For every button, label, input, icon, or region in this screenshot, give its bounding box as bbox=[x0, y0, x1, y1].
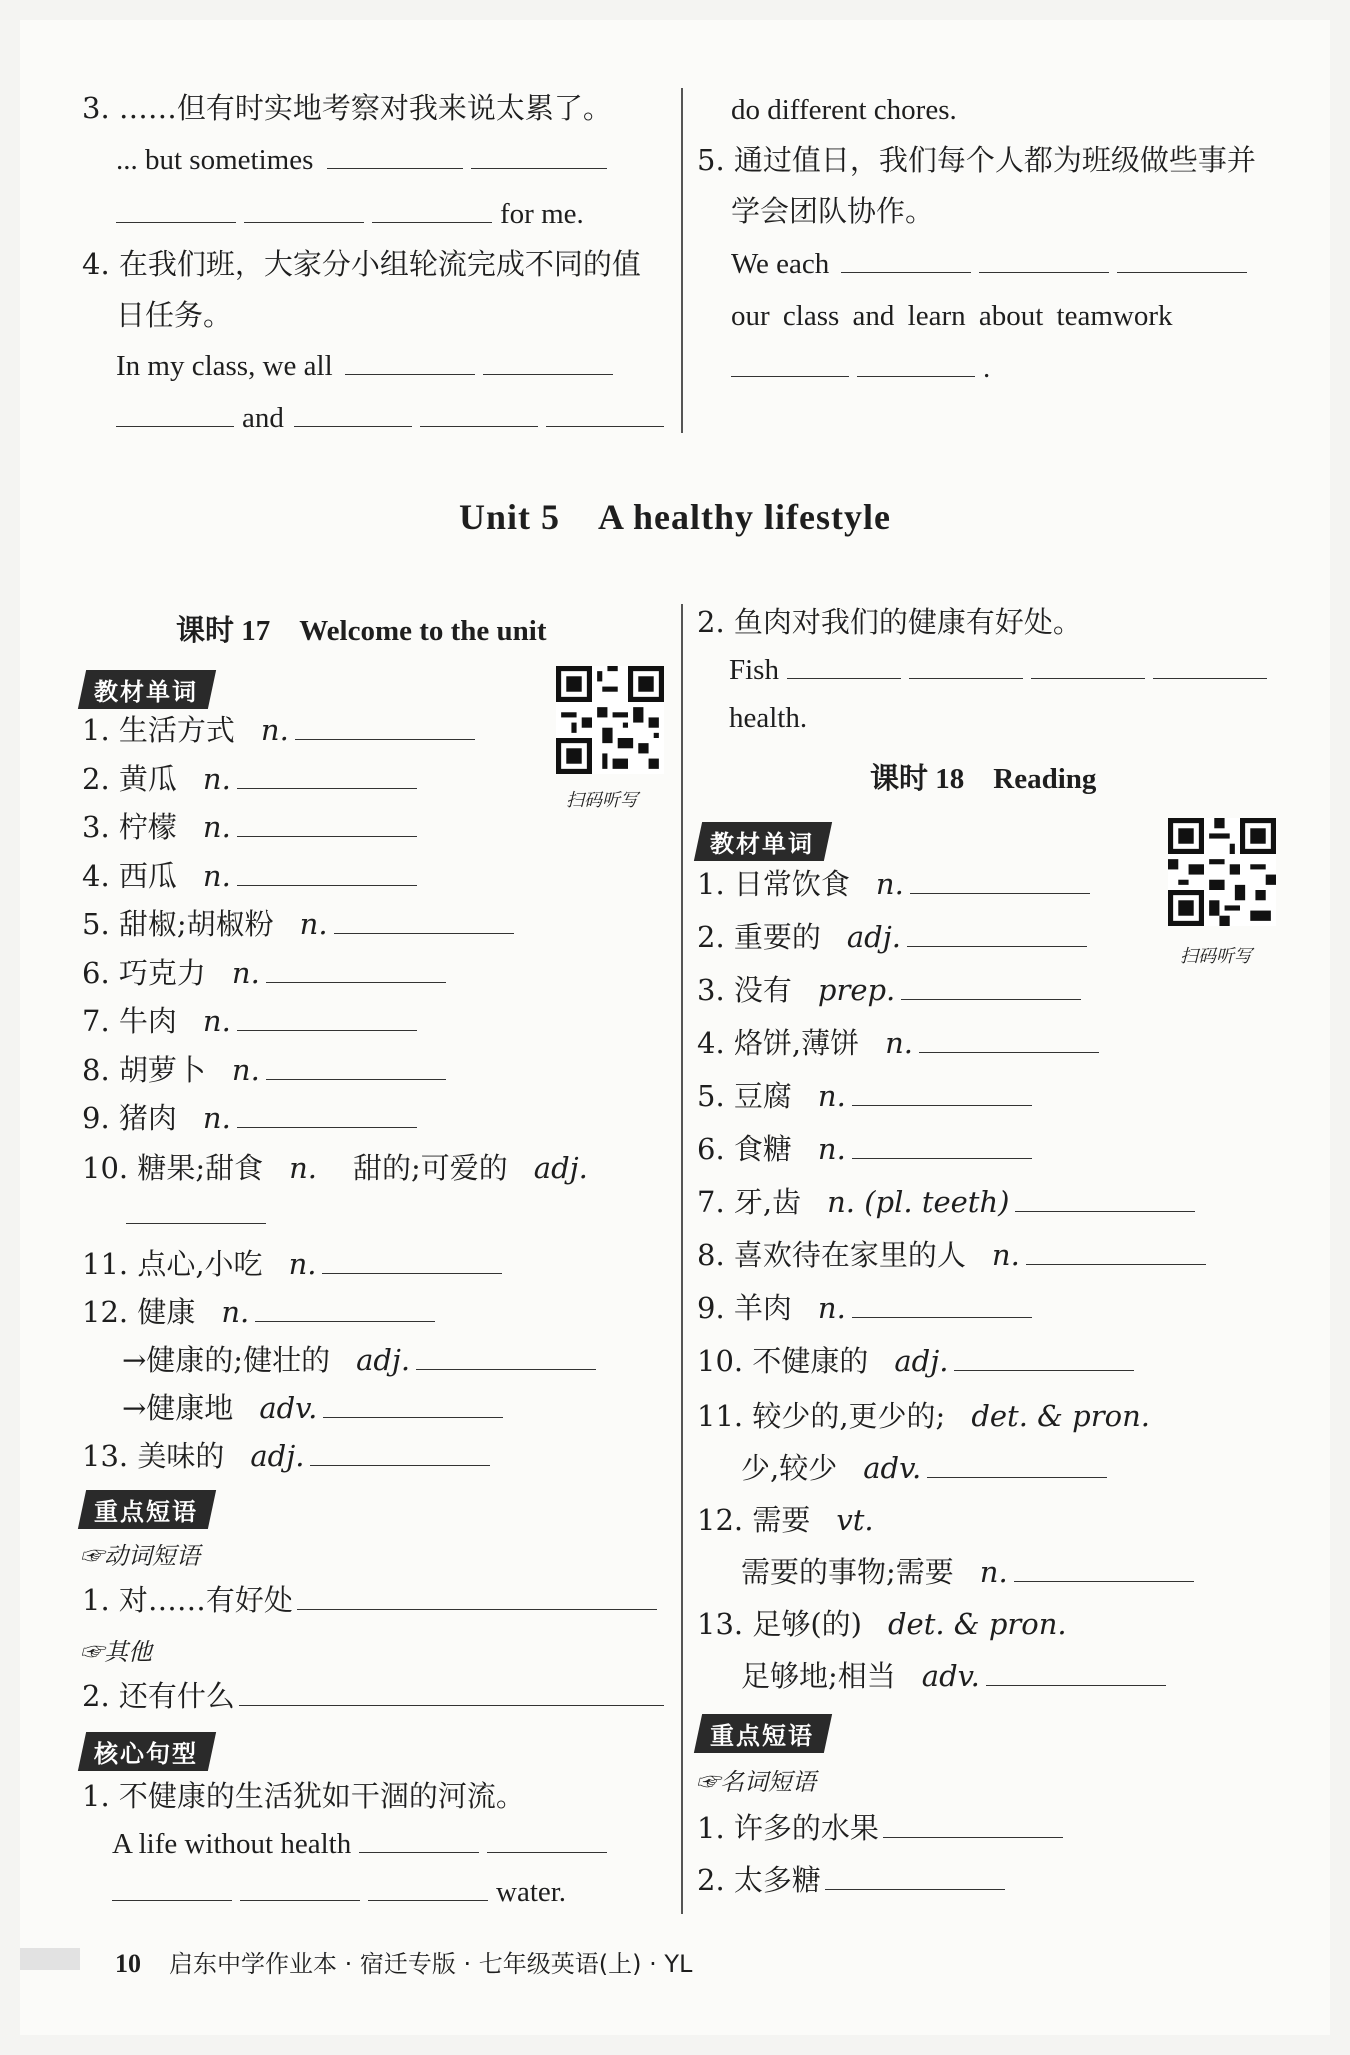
word-item-12: 12. 健康 n. bbox=[82, 1294, 443, 1330]
badge-key-sentences: 核心句型 bbox=[78, 1732, 216, 1771]
part-of-speech: n. bbox=[991, 1238, 1020, 1272]
verb-phrase-1: 1. 对……有好处 bbox=[82, 1582, 665, 1618]
sentence-2-chinese: 2. 鱼肉对我们的健康有好处。 bbox=[697, 605, 1082, 639]
answer-blank[interactable] bbox=[857, 350, 975, 377]
word-chinese: 10. 不健康的 bbox=[697, 1344, 869, 1378]
answer-blank[interactable] bbox=[1015, 1185, 1195, 1212]
word-item-7 bbox=[697, 1184, 1203, 1220]
q5-english: We each bbox=[731, 246, 1255, 282]
q4-chinese-line2: 日任务。 bbox=[116, 298, 233, 332]
answer-blank[interactable] bbox=[294, 400, 412, 427]
word-item-3 bbox=[697, 972, 1089, 1008]
answer-blank[interactable] bbox=[731, 350, 849, 377]
word-chinese: 7. 牙,齿 bbox=[697, 1185, 802, 1219]
word-chinese: 9. 猪肉 bbox=[82, 1101, 177, 1135]
answer-blank[interactable] bbox=[1026, 1238, 1206, 1265]
answer-blank[interactable] bbox=[907, 920, 1087, 947]
answer-blank[interactable] bbox=[368, 1874, 488, 1901]
answer-blank[interactable] bbox=[852, 1079, 1032, 1106]
word-item-3 bbox=[82, 809, 425, 845]
sentence-2-english-line2: health. bbox=[729, 702, 808, 734]
top-column-divider bbox=[681, 88, 683, 433]
word-item-9 bbox=[697, 1290, 1040, 1326]
lesson-17-title: 课时 17 Welcome to the unit bbox=[176, 615, 547, 647]
qr-code-icon[interactable] bbox=[1168, 818, 1276, 926]
answer-blank[interactable] bbox=[237, 1101, 417, 1128]
q5-chinese-line2: 学会团队协作。 bbox=[731, 194, 935, 228]
word-chinese: 6. 食糖 bbox=[697, 1132, 792, 1166]
unit-title: Unit 5 A healthy lifestyle bbox=[459, 497, 891, 537]
answer-blank[interactable] bbox=[244, 196, 364, 223]
answer-blank[interactable] bbox=[852, 1132, 1032, 1159]
answer-blank[interactable] bbox=[345, 348, 475, 375]
answer-blank[interactable] bbox=[841, 246, 971, 273]
answer-blank[interactable] bbox=[295, 713, 475, 740]
answer-blank[interactable] bbox=[546, 400, 664, 427]
q3-english: ... but sometimes bbox=[116, 142, 615, 178]
qr-caption: 扫码听写 bbox=[566, 790, 638, 811]
answer-blank[interactable] bbox=[237, 859, 417, 886]
word-item-12-derived: 需要的事物;需要 n. bbox=[741, 1554, 1202, 1590]
q4-english: In my class, we all bbox=[116, 348, 621, 384]
part-of-speech: n. bbox=[231, 1052, 260, 1087]
sentence-1-chinese: 1. 不健康的生活犹如干涸的河流。 bbox=[82, 1779, 525, 1813]
part-of-speech: n. bbox=[260, 713, 289, 747]
answer-blank[interactable] bbox=[910, 867, 1090, 894]
part-of-speech: adj. bbox=[894, 1344, 949, 1378]
answer-blank[interactable] bbox=[919, 1026, 1099, 1053]
page-number: 10 bbox=[115, 1949, 141, 1978]
word-chinese: 6. 巧克力 bbox=[82, 955, 206, 990]
badge-key-phrases: 重点短语 bbox=[78, 1490, 216, 1529]
answer-blank[interactable] bbox=[909, 652, 1023, 679]
word-item-11: 11. 较少的,更少的; det. & pron. bbox=[697, 1399, 1150, 1433]
q3-chinese: 3. ……但有时实地考察对我来说太累了。 bbox=[82, 91, 612, 125]
footer-title: 启东中学作业本 · 宿迁专版 · 七年级英语(上) · YL bbox=[169, 1950, 693, 1978]
part-of-speech: n. bbox=[202, 761, 231, 796]
part-of-speech: n. bbox=[299, 907, 328, 941]
answer-blank[interactable] bbox=[323, 1391, 503, 1418]
word-chinese: 8. 喜欢待在家里的人 bbox=[697, 1238, 966, 1272]
answer-blank[interactable] bbox=[239, 1679, 664, 1706]
answer-blank[interactable] bbox=[112, 1874, 232, 1901]
answer-blank[interactable] bbox=[487, 1826, 607, 1853]
noun-phrases-label: ☞名词短语 bbox=[696, 1768, 816, 1796]
answer-blank[interactable] bbox=[1031, 652, 1145, 679]
word-item-8 bbox=[82, 1052, 454, 1088]
part-of-speech: n. bbox=[231, 955, 260, 990]
word-chinese: 7. 牛肉 bbox=[82, 1004, 177, 1038]
lesson-18-title: 课时 18 Reading bbox=[870, 763, 1097, 795]
main-column-divider bbox=[681, 604, 683, 1914]
answer-blank[interactable] bbox=[116, 400, 234, 427]
sentence-1-english: A life without health bbox=[112, 1826, 615, 1862]
answer-blank[interactable] bbox=[116, 196, 236, 223]
word-item-1 bbox=[82, 712, 483, 748]
word-chinese: 1. 生活方式 bbox=[82, 713, 235, 747]
noun-phrase-1: 1. 许多的水果 bbox=[697, 1810, 1071, 1846]
q4-continuation: do different chores. bbox=[731, 94, 957, 126]
answer-blank[interactable] bbox=[372, 196, 492, 223]
answer-blank[interactable] bbox=[416, 1343, 596, 1370]
word-item-13: 13. 足够(的) det. & pron. bbox=[697, 1607, 1067, 1641]
answer-blank[interactable] bbox=[237, 1004, 417, 1031]
answer-blank[interactable] bbox=[483, 348, 613, 375]
word-item-8 bbox=[697, 1237, 1214, 1273]
word-item-10: 10. 糖果;甜食 n. 甜的;可爱的 adj. bbox=[82, 1151, 588, 1185]
word-item-11-derived: 少,较少 adv. bbox=[741, 1450, 1115, 1486]
word-item-4 bbox=[697, 1025, 1107, 1061]
word-chinese: 1. 日常饮食 bbox=[697, 867, 850, 901]
badge-textbook-words: 教材单词 bbox=[694, 822, 832, 861]
word-chinese: 3. 柠檬 bbox=[82, 810, 177, 844]
word-item-13: 13. 美味的 adj. bbox=[82, 1438, 498, 1474]
badge-key-phrases: 重点短语 bbox=[694, 1714, 832, 1753]
part-of-speech: n. bbox=[817, 1079, 846, 1113]
word-chinese: 5. 豆腐 bbox=[697, 1079, 792, 1113]
part-of-speech: n. bbox=[202, 1004, 231, 1038]
qr-code-icon[interactable] bbox=[556, 666, 664, 774]
q4-chinese: 4. 在我们班，大家分小组轮流完成不同的值 bbox=[82, 247, 641, 281]
answer-blank[interactable] bbox=[266, 956, 446, 983]
answer-blank[interactable] bbox=[255, 1295, 435, 1322]
word-item-10-blank bbox=[126, 1196, 274, 1232]
word-item-6 bbox=[697, 1131, 1040, 1167]
answer-blank[interactable] bbox=[986, 1659, 1166, 1686]
q3-english-line2: for me. bbox=[116, 196, 584, 232]
answer-blank[interactable] bbox=[901, 973, 1081, 1000]
part-of-speech: adj. bbox=[846, 920, 901, 954]
word-item-12-derived-1: →健康的;健壮的 adj. bbox=[122, 1342, 604, 1378]
answer-blank[interactable] bbox=[334, 907, 514, 934]
page-footer bbox=[20, 1944, 692, 1979]
answer-blank[interactable] bbox=[1014, 1555, 1194, 1582]
badge-textbook-words: 教材单词 bbox=[78, 670, 216, 709]
q5-english-line2: our class and learn about teamwork bbox=[731, 300, 1173, 332]
word-item-4 bbox=[82, 858, 425, 894]
word-item-12: 12. 需要 vt. bbox=[697, 1503, 874, 1537]
part-of-speech: n. bbox=[817, 1132, 846, 1166]
answer-blank[interactable] bbox=[954, 1344, 1134, 1371]
sentence-1-english-line2: water. bbox=[112, 1874, 566, 1910]
part-of-speech: n. bbox=[202, 1101, 231, 1135]
word-chinese: 4. 烙饼,薄饼 bbox=[697, 1026, 860, 1060]
answer-blank[interactable] bbox=[297, 1583, 657, 1610]
word-item-11: 11. 点心,小吃 n. bbox=[82, 1246, 510, 1282]
word-item-7 bbox=[82, 1003, 425, 1039]
word-chinese: 5. 甜椒;胡椒粉 bbox=[82, 907, 274, 941]
answer-blank[interactable] bbox=[359, 1826, 479, 1853]
word-chinese: 8. 胡萝卜 bbox=[82, 1052, 206, 1087]
q5-chinese: 5. 通过值日，我们每个人都为班级做些事并 bbox=[697, 143, 1256, 177]
part-of-speech: prep. bbox=[817, 973, 896, 1007]
word-item-9 bbox=[82, 1100, 425, 1136]
verb-phrases-label: ☞动词短语 bbox=[80, 1542, 200, 1570]
noun-phrase-2: 2. 太多糖 bbox=[697, 1862, 1013, 1898]
answer-blank[interactable] bbox=[322, 1247, 502, 1274]
answer-blank[interactable] bbox=[266, 1053, 446, 1080]
part-of-speech: n. bbox=[202, 858, 231, 893]
answer-blank[interactable] bbox=[240, 1874, 360, 1901]
word-chinese: 2. 重要的 bbox=[697, 920, 821, 954]
part-of-speech: n. bbox=[817, 1291, 846, 1325]
answer-blank[interactable] bbox=[327, 142, 463, 169]
part-of-speech: n. (pl. teeth) bbox=[827, 1185, 1010, 1219]
q5-english-line3: . bbox=[731, 350, 990, 386]
answer-blank[interactable] bbox=[852, 1291, 1032, 1318]
word-item-12-derived-2: →健康地 adv. bbox=[122, 1390, 511, 1426]
answer-blank[interactable] bbox=[1117, 246, 1247, 273]
word-item-2 bbox=[697, 919, 1095, 955]
word-item-2 bbox=[82, 761, 425, 797]
answer-blank[interactable] bbox=[825, 1863, 1005, 1890]
answer-blank[interactable] bbox=[787, 652, 901, 679]
word-item-10 bbox=[697, 1343, 1142, 1379]
word-item-5 bbox=[697, 1078, 1040, 1114]
answer-blank[interactable] bbox=[1153, 652, 1267, 679]
word-chinese: 9. 羊肉 bbox=[697, 1291, 792, 1325]
word-chinese: 3. 没有 bbox=[697, 973, 792, 1007]
part-of-speech: n. bbox=[885, 1026, 914, 1060]
answer-blank[interactable] bbox=[310, 1439, 490, 1466]
answer-blank[interactable] bbox=[927, 1451, 1107, 1478]
answer-blank[interactable] bbox=[979, 246, 1109, 273]
answer-blank[interactable] bbox=[237, 762, 417, 789]
answer-blank[interactable] bbox=[237, 810, 417, 837]
answer-blank[interactable] bbox=[471, 142, 607, 169]
part-of-speech: n. bbox=[202, 810, 231, 844]
answer-blank[interactable] bbox=[883, 1811, 1063, 1838]
part-of-speech: n. bbox=[875, 867, 904, 901]
other-phrase-2: 2. 还有什么 bbox=[82, 1678, 672, 1714]
word-item-5 bbox=[82, 906, 522, 942]
sentence-2-english: Fish bbox=[729, 652, 1275, 688]
word-chinese: 4. 西瓜 bbox=[82, 858, 177, 893]
word-item-6 bbox=[82, 955, 454, 991]
word-item-13-derived: 足够地;相当 adv. bbox=[741, 1658, 1174, 1694]
answer-blank[interactable] bbox=[126, 1197, 266, 1224]
qr-caption: 扫码听写 bbox=[1180, 946, 1252, 967]
other-label: ☞其他 bbox=[80, 1638, 152, 1666]
answer-blank[interactable] bbox=[420, 400, 538, 427]
word-chinese: 2. 黄瓜 bbox=[82, 761, 177, 796]
word-item-1 bbox=[697, 866, 1098, 902]
q4-english-line2: and bbox=[116, 400, 672, 436]
